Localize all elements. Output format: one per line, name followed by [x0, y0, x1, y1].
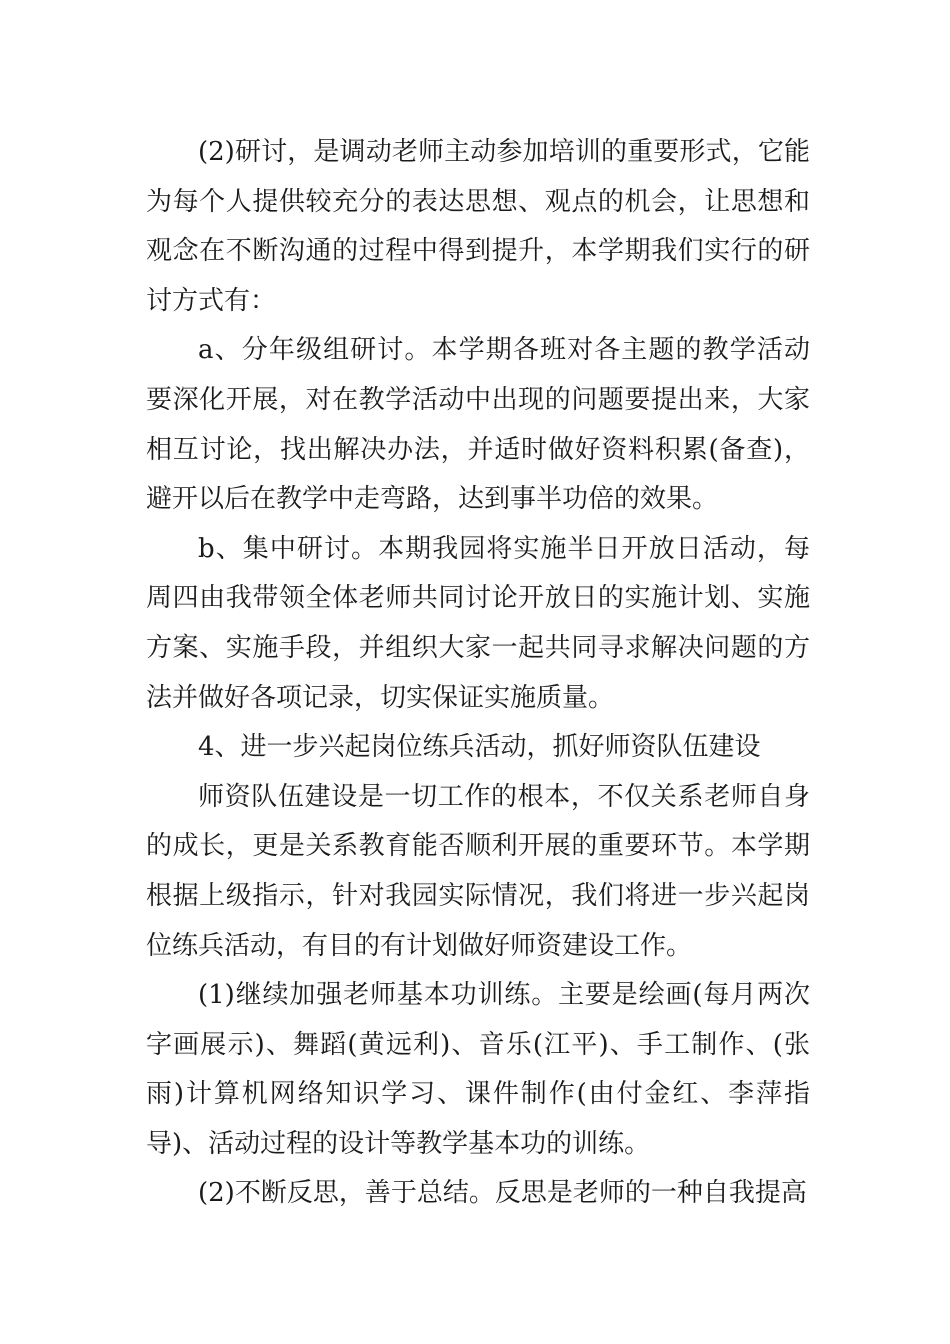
document-body: [146, 128, 810, 1219]
paragraph-reflection: (2)不断反思，善于总结。反思是老师的一种自我提高: [198, 1178, 807, 1209]
paragraph-basic-skills-training: (1)继续加强老师基本功训练。主要是绘画(每月两次字画展示)、舞蹈(黄远利)、音乐(江平)、手工制作、(张雨)计算机网络知识学习、课件制作(由付金红、李萍指导)、活动过程的设计等教学基本功的训练。: [146, 980, 810, 1159]
section-heading-staff-building: 4、进一步兴起岗位练兵活动，抓好师资队伍建设: [198, 732, 761, 763]
paragraph-centralized-seminar: b、集中研讨。本期我园将实施半日开放日活动，每周四由我带领全体老师共同讨论开放日的实施计划、实施方案、实施手段，并组织大家一起共同寻求解决问题的方法并做好各项记录，切实保证实施质量。: [146, 533, 810, 713]
paragraph-grade-group-seminar: a、分年级组研讨。本学期各班对各主题的教学活动要深化开展，对在教学活动中出现的问题要提出来，大家相互讨论，找出解决办法，并适时做好资料积累(备查)，避开以后在教学中走弯路，达到事半功倍的效果。: [146, 335, 810, 515]
paragraph-seminar-intro: (2)研讨，是调动老师主动参加培训的重要形式，它能为每个人提供较充分的表达思想、观点的机会，让思想和观念在不断沟通的过程中得到提升，本学期我们实行的研讨方式有：: [146, 137, 810, 316]
paragraph-staff-building: 师资队伍建设是一切工作的根本，不仅关系老师自身的成长，更是关系教育能否顺利开展的重要环节。本学期根据上级指示，针对我园实际情况，我们将进一步兴起岗位练兵活动，有目的有计划做好师资建设工作。: [146, 781, 810, 961]
